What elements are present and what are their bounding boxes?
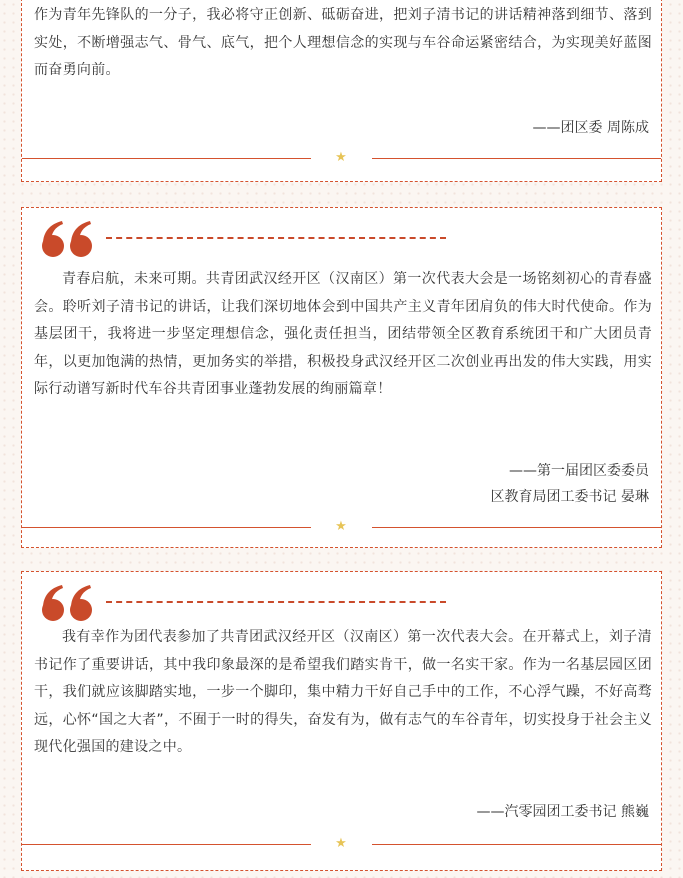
comment-text-3: 我有幸作为团代表参加了共青团武汉经开区（汉南区）第一次代表大会。在开幕式上，刘子清书记作了重要讲话，其中我印象最深的是希望我们踏实肯干，做一名实干家。作为一名基层园区团干，我们就应该脚踏实地，一步一个脚印，集中精力干好自己手中的工作，不心浮气躁，不好高骛远，心怀“国之大者”，不囿于一时的得失，奋发有为，做有志气的车谷青年，切实投身于社会主义现代化强国的建设之中。	[34, 629, 652, 755]
signature-line: 区教育局团工委书记 晏琳	[490, 489, 649, 505]
signature-3	[477, 799, 649, 825]
quote-header-2	[40, 220, 440, 260]
signature-line: ——汽零园团工委书记 熊巍	[476, 804, 649, 820]
star-icon: ★	[335, 150, 347, 165]
quote-icon	[40, 584, 98, 622]
divider-line-right	[372, 527, 661, 528]
star-icon: ★	[335, 519, 347, 534]
divider-line-left	[22, 158, 311, 159]
quote-dashed-line	[106, 237, 446, 239]
comment-card-1	[21, 0, 662, 182]
signature-line: ——团区委 周陈成	[532, 120, 649, 136]
card-divider-1	[22, 152, 661, 166]
comment-card-3	[21, 571, 662, 871]
divider-line-right	[372, 158, 661, 159]
signature-2	[491, 458, 649, 510]
comment-text-2: 青春启航，未来可期。共青团武汉经开区（汉南区）第一次代表大会是一场铭刻初心的青春盛会。聆听刘子清书记的讲话，让我们深切地体会到中国共产主义青年团肩负的伟大时代使命。作为基层团干，我将进一步坚定理想信念，强化责任担当，团结带领全区教育系统团干和广大团员青年，以更加饱满的热情，更加务实的举措，积极投身武汉经开区二次创业再出发的伟大实践，用实际行动谱写新时代车谷共青团事业蓬勃发展的绚丽篇章！	[34, 271, 652, 397]
comment-text-1: 作为青年先锋队的一分子，我必将守正创新、砥砺奋进，把刘子清书记的讲话精神落到细节、落到实处，不断增强志气、骨气、底气，把个人理想信念的实现与车谷命运紧密结合，为实现美好蓝图而奋勇向前。	[34, 7, 652, 78]
signature-1	[533, 115, 649, 141]
signature-line: ——第一届团区委委员	[509, 463, 649, 479]
quote-header-3	[40, 584, 440, 624]
card-divider-2	[22, 521, 661, 535]
card-divider-3	[22, 838, 661, 852]
star-icon: ★	[335, 836, 347, 851]
comment-card-2	[21, 207, 662, 548]
divider-line-left	[22, 527, 311, 528]
divider-line-left	[22, 844, 311, 845]
divider-line-right	[372, 844, 661, 845]
quote-dashed-line	[106, 601, 446, 603]
quote-icon	[40, 220, 98, 258]
